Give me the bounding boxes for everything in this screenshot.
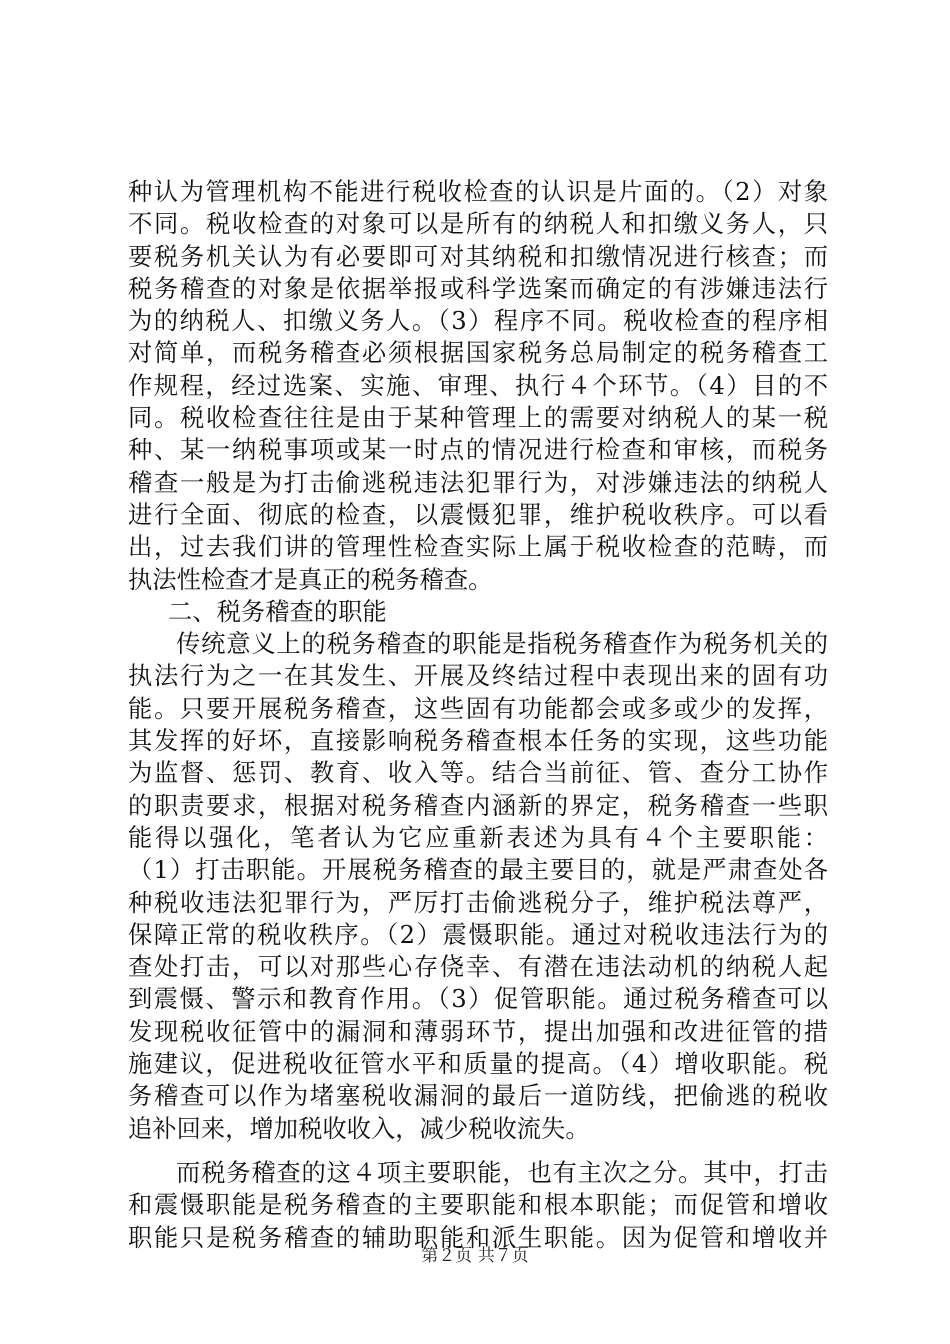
- text-line: 到震慑、警示和教育作用。（3）促管职能。通过税务稽查可以: [128, 984, 828, 1014]
- text-line: 和震慑职能是税务稽查的主要职能和根本职能；而促管和增收: [128, 1190, 828, 1220]
- text-line: 能。只要开展税务稽查，这些固有功能都会或多或少的发挥，: [128, 693, 828, 723]
- text-line: 同。税收检查往往是由于某种管理上的需要对纳税人的某一税: [128, 403, 828, 433]
- paragraph-gap: [128, 1145, 828, 1157]
- page-number-footer: 第２页 共７页: [421, 1246, 529, 1266]
- text-line: 为的纳税人、扣缴义务人。（3）程序不同。税收检查的程序相: [128, 306, 828, 336]
- text-line: 传统意义上的税务稽查的职能是指税务稽查作为税务机关的: [176, 629, 828, 659]
- text-line: 税务稽查的对象是依据举报或科学选案而确定的有涉嫌违法行: [128, 273, 828, 303]
- paragraph-3: [128, 1157, 828, 1254]
- text-line: 职能只是税务稽查的辅助职能和派生职能。因为促管和增收并: [128, 1222, 828, 1252]
- document-body: [128, 176, 828, 1254]
- text-line: 要税务机关认为有必要即可对其纳税和扣缴情况进行核查；而: [128, 241, 828, 271]
- text-line: 能得以强化，笔者认为它应重新表述为具有４个主要职能：: [128, 822, 828, 852]
- text-line: 不同。税收检查的对象可以是所有的纳税人和扣缴义务人，只: [128, 209, 828, 239]
- text-line: 查处打击，可以对那些心存侥幸、有潜在违法动机的纳税人起: [128, 952, 828, 982]
- text-line: 种税收违法犯罪行为，严厉打击偷逃税分子，维护税法尊严，: [128, 887, 828, 917]
- text-line: 执法行为之一在其发生、开展及终结过程中表现出来的固有功: [128, 661, 828, 691]
- text-line: 执法性检查才是真正的税务稽查。: [128, 564, 493, 594]
- paragraph-2: [128, 628, 828, 1145]
- paragraph-1: [128, 176, 828, 596]
- text-line: 为监督、惩罚、教育、收入等。结合当前征、管、查分工协作: [128, 758, 828, 788]
- text-line: 其发挥的好坏，直接影响税务稽查根本任务的实现，这些功能: [128, 726, 828, 756]
- text-line: 发现税收征管中的漏洞和薄弱环节，提出加强和改进征管的措: [128, 1016, 828, 1046]
- text-line: 进行全面、彻底的检查，以震慑犯罪，维护税收秩序。可以看: [128, 499, 828, 529]
- text-line: 稽查一般是为打击偷逃税违法犯罪行为，对涉嫌违法的纳税人: [128, 467, 828, 497]
- text-line: 施建议，促进税收征管水平和质量的提高。（4）增收职能。税: [128, 1049, 828, 1079]
- text-line: 对简单，而税务稽查必须根据国家税务总局制定的税务稽查工: [128, 338, 828, 368]
- text-line: 种认为管理机构不能进行税收检查的认识是片面的。（2）对象: [128, 177, 828, 206]
- text-line: 而税务稽查的这４项主要职能，也有主次之分。其中，打击: [176, 1157, 828, 1187]
- text-line: 种、某一纳税事项或某一时点的情况进行检查和审核，而税务: [128, 435, 828, 465]
- text-line: 保障正常的税收秩序。（2）震慑职能。通过对税收违法行为的: [128, 919, 828, 949]
- text-line: 作规程，经过选案、实施、审理、执行４个环节。（4）目的不: [128, 370, 828, 400]
- section-heading: 二、税务稽查的职能: [168, 596, 387, 626]
- text-line: 的职责要求，根据对税务稽查内涵新的界定，税务稽查一些职: [128, 790, 828, 820]
- text-line: 出，过去我们讲的管理性检查实际上属于税收检查的范畴，而: [128, 532, 828, 562]
- text-line: （1）打击职能。开展税务稽查的最主要目的，就是严肃查处各: [128, 855, 828, 885]
- text-line: 务稽查可以作为堵塞税收漏洞的最后一道防线，把偷逃的税收: [128, 1081, 828, 1111]
- text-line: 追补回来，增加税收收入，减少税收流失。: [128, 1113, 590, 1143]
